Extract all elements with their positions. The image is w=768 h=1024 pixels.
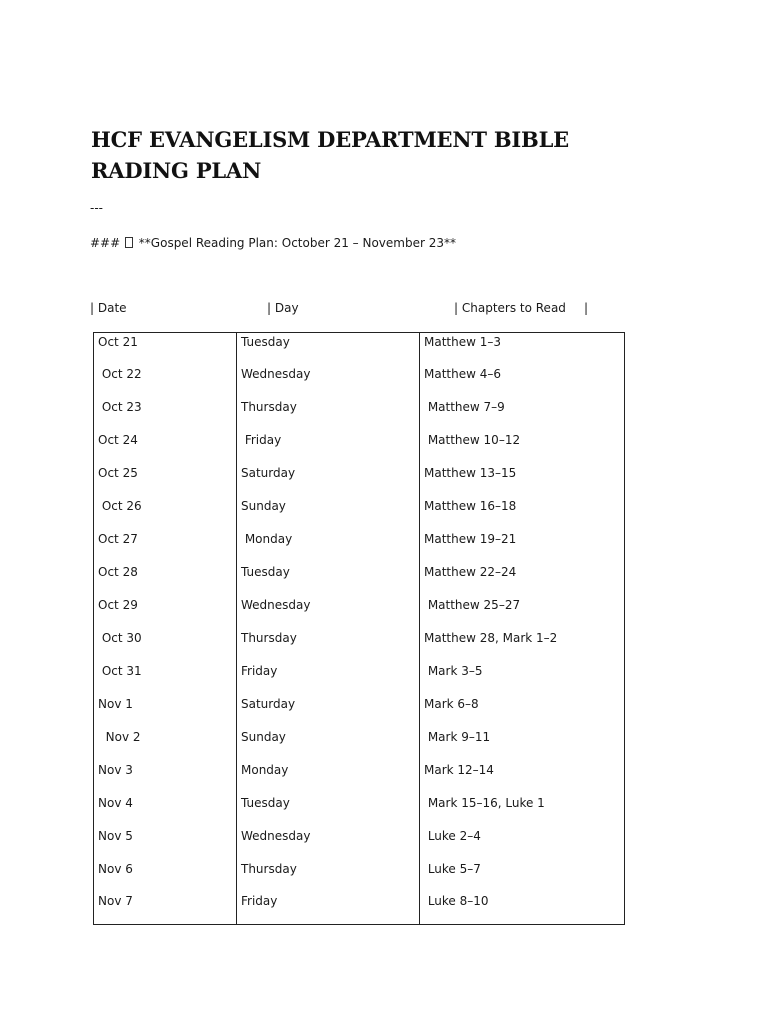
subheading-prefix: ### bbox=[90, 236, 124, 250]
chapters-cell-text: Mark 9–11 bbox=[424, 729, 491, 744]
day-cell-text: Wednesday bbox=[241, 598, 311, 612]
table-row bbox=[94, 596, 625, 629]
day-cell bbox=[237, 563, 420, 596]
day-cell-text: Monday bbox=[241, 532, 293, 547]
chapters-cell-text: Matthew 13–15 bbox=[424, 466, 517, 481]
day-cell bbox=[237, 794, 420, 827]
chapters-cell bbox=[420, 761, 625, 794]
chapters-cell-text: Matthew 25–27 bbox=[424, 598, 521, 612]
day-cell-text: Thursday bbox=[241, 861, 297, 876]
day-cell bbox=[237, 530, 420, 563]
date-cell-text: Oct 27 bbox=[98, 532, 138, 547]
date-cell bbox=[94, 662, 237, 695]
day-cell-text: Friday bbox=[241, 433, 282, 448]
day-cell bbox=[237, 398, 420, 431]
date-cell-text: Oct 28 bbox=[98, 565, 138, 580]
table-row bbox=[94, 695, 625, 728]
chapters-cell-text: Mark 3–5 bbox=[424, 663, 483, 678]
chapters-cell bbox=[420, 563, 625, 596]
table-row bbox=[94, 728, 625, 761]
date-cell bbox=[94, 892, 237, 924]
date-cell bbox=[94, 629, 237, 662]
table-row bbox=[94, 464, 625, 497]
day-cell-text: Friday bbox=[241, 894, 278, 909]
date-cell bbox=[94, 860, 237, 893]
day-cell-text: Thursday bbox=[241, 630, 297, 645]
date-cell bbox=[94, 596, 237, 629]
day-cell-text: Monday bbox=[241, 762, 289, 777]
chapters-cell bbox=[420, 728, 625, 761]
page-title: HCF EVANGELISM DEPARTMENT BIBLE RADING PLAN bbox=[91, 127, 569, 183]
table-row bbox=[94, 365, 625, 398]
table-row bbox=[94, 530, 625, 563]
chapters-cell-text: Mark 15–16, Luke 1 bbox=[424, 795, 545, 810]
chapters-cell bbox=[420, 431, 625, 464]
table-row bbox=[94, 563, 625, 596]
chapters-cell-text: Matthew 4–6 bbox=[424, 367, 502, 382]
date-cell bbox=[94, 398, 237, 431]
chapters-cell bbox=[420, 794, 625, 827]
date-cell-text: Oct 31 bbox=[98, 663, 142, 678]
date-cell bbox=[94, 827, 237, 860]
chapters-cell-text: Matthew 22–24 bbox=[424, 565, 517, 580]
day-cell bbox=[237, 827, 420, 860]
date-cell-text: Nov 5 bbox=[98, 828, 133, 843]
date-cell-text: Oct 30 bbox=[98, 630, 142, 645]
reading-schedule-body bbox=[94, 333, 625, 925]
table-row bbox=[94, 860, 625, 893]
date-cell bbox=[94, 728, 237, 761]
chapters-cell-text: Matthew 10–12 bbox=[424, 433, 521, 448]
table-row bbox=[94, 333, 625, 366]
day-cell-text: Tuesday bbox=[241, 335, 290, 349]
day-cell bbox=[237, 365, 420, 398]
day-cell bbox=[237, 761, 420, 794]
day-cell-text: Friday bbox=[241, 663, 278, 678]
table-row bbox=[94, 431, 625, 464]
chapters-cell bbox=[420, 497, 625, 530]
day-cell bbox=[237, 662, 420, 695]
day-cell-text: Sunday bbox=[241, 729, 286, 744]
day-cell bbox=[237, 860, 420, 893]
chapters-cell bbox=[420, 596, 625, 629]
date-cell-text: Nov 4 bbox=[98, 795, 133, 810]
subheading bbox=[90, 235, 456, 251]
date-cell-text: Nov 6 bbox=[98, 861, 133, 876]
day-cell bbox=[237, 464, 420, 497]
day-cell bbox=[237, 728, 420, 761]
reading-schedule-table bbox=[93, 332, 625, 925]
day-cell-text: Saturday bbox=[241, 466, 296, 481]
header-chapters-label: | Chapters to Read bbox=[454, 301, 566, 315]
day-cell bbox=[237, 629, 420, 662]
chapters-cell bbox=[420, 530, 625, 563]
chapters-cell bbox=[420, 827, 625, 860]
chapters-cell bbox=[420, 398, 625, 431]
date-cell-text: Nov 7 bbox=[98, 894, 133, 909]
table-row bbox=[94, 794, 625, 827]
date-cell bbox=[94, 365, 237, 398]
day-cell-text: Thursday bbox=[241, 400, 297, 415]
date-cell-text: Nov 3 bbox=[98, 762, 133, 777]
date-cell bbox=[94, 563, 237, 596]
date-cell-text: Nov 2 bbox=[98, 729, 141, 744]
chapters-cell-text: Luke 5–7 bbox=[424, 861, 481, 876]
date-cell-text: Oct 29 bbox=[98, 598, 138, 612]
chapters-cell-text: Matthew 28, Mark 1–2 bbox=[424, 630, 558, 645]
day-cell bbox=[237, 892, 420, 924]
chapters-cell bbox=[420, 629, 625, 662]
chapters-cell bbox=[420, 365, 625, 398]
date-cell-text: Oct 23 bbox=[98, 400, 142, 415]
chapters-cell bbox=[420, 464, 625, 497]
chapters-cell-text: Matthew 16–18 bbox=[424, 499, 517, 514]
date-cell bbox=[94, 464, 237, 497]
day-cell-text: Wednesday bbox=[241, 828, 311, 843]
chapters-cell-text: Luke 2–4 bbox=[424, 828, 481, 843]
chapters-cell bbox=[420, 333, 625, 366]
day-cell-text: Tuesday bbox=[241, 565, 290, 580]
date-cell-text: Oct 26 bbox=[98, 499, 142, 514]
chapters-cell-text: Matthew 7–9 bbox=[424, 400, 505, 415]
table-row bbox=[94, 662, 625, 695]
date-cell bbox=[94, 761, 237, 794]
day-cell-text: Tuesday bbox=[241, 795, 290, 810]
separator-line: --- bbox=[90, 201, 103, 215]
date-cell-text: Oct 24 bbox=[98, 433, 138, 448]
day-cell bbox=[237, 333, 420, 366]
chapters-cell-text: Luke 8–10 bbox=[424, 894, 489, 909]
chapters-cell bbox=[420, 892, 625, 924]
day-cell-text: Sunday bbox=[241, 499, 286, 514]
table-row bbox=[94, 827, 625, 860]
date-cell bbox=[94, 497, 237, 530]
chapters-cell-text: Matthew 19–21 bbox=[424, 532, 517, 547]
table-row bbox=[94, 497, 625, 530]
chapters-cell-text: Mark 6–8 bbox=[424, 696, 479, 711]
missing-glyph-icon bbox=[125, 237, 133, 248]
date-cell-text: Oct 25 bbox=[98, 466, 138, 481]
header-end-pipe: | bbox=[584, 301, 589, 315]
chapters-cell bbox=[420, 662, 625, 695]
chapters-cell-text: Mark 12–14 bbox=[424, 762, 494, 777]
chapters-cell bbox=[420, 860, 625, 893]
date-cell bbox=[94, 794, 237, 827]
header-day-label: | Day bbox=[267, 301, 299, 315]
header-date-label: | Date bbox=[90, 301, 127, 315]
chapters-cell-text: Matthew 1–3 bbox=[424, 335, 502, 349]
day-cell bbox=[237, 695, 420, 728]
date-cell-text: Nov 1 bbox=[98, 696, 133, 711]
day-cell bbox=[237, 497, 420, 530]
date-cell-text: Oct 22 bbox=[98, 367, 142, 382]
subheading-text: **Gospel Reading Plan: October 21 – November 23** bbox=[134, 236, 456, 250]
date-cell bbox=[94, 431, 237, 464]
date-cell bbox=[94, 333, 237, 366]
table-row bbox=[94, 761, 625, 794]
day-cell bbox=[237, 431, 420, 464]
chapters-cell bbox=[420, 695, 625, 728]
table-row bbox=[94, 629, 625, 662]
date-cell-text: Oct 21 bbox=[98, 335, 138, 349]
day-cell-text: Wednesday bbox=[241, 367, 311, 382]
day-cell bbox=[237, 596, 420, 629]
table-row bbox=[94, 398, 625, 431]
table-row bbox=[94, 892, 625, 924]
date-cell bbox=[94, 695, 237, 728]
day-cell-text: Saturday bbox=[241, 696, 296, 711]
date-cell bbox=[94, 530, 237, 563]
